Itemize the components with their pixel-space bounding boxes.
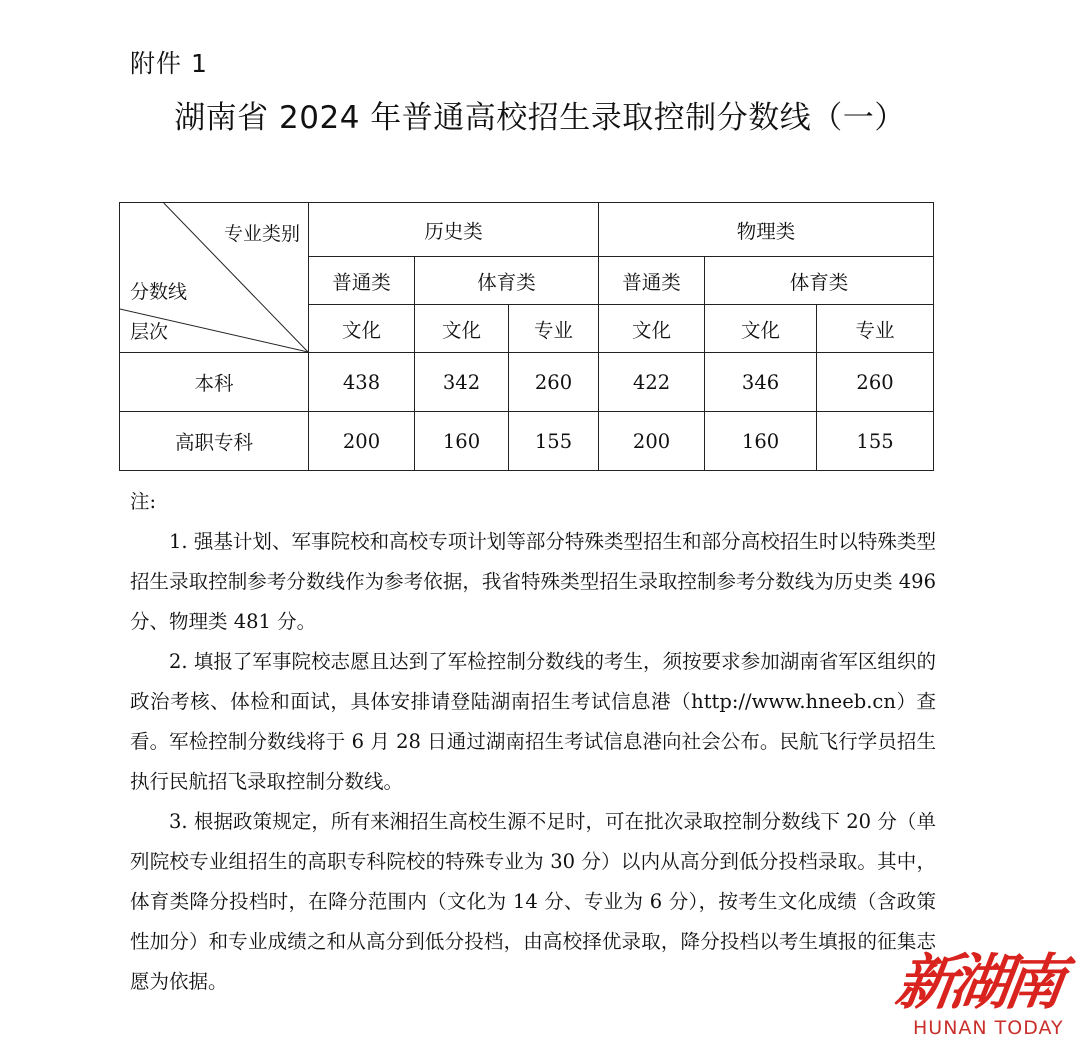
corner-label-level: 层次 [130, 321, 169, 343]
score-cell: 160 [415, 412, 509, 471]
score-cell: 155 [509, 412, 599, 471]
category-header-history: 历史类 [309, 203, 599, 257]
corner-label-category: 专业类别 [224, 223, 301, 245]
score-cell: 260 [817, 353, 934, 412]
note-item-3: 3. 根据政策规定，所有来湘招生高校生源不足时，可在批次录取控制分数线下 20 分（单列院校专业组招生的高职专科院校的特殊专业为 30 分）以内从高分到低分投档录取。其中，体育类降分投档时，在降分范围内（文化为 14 分、专业为 6 分），按考生文化成绩（含政策性加分）和专业成绩之和从高分到低分投档，由高校择优录取，降分投档以考生填报的征集志愿为依据。 [130, 810, 936, 993]
subject-header: 专业 [509, 305, 599, 353]
watermark-logo-text: 新湖南 [891, 948, 1064, 1018]
note-item-1: 1. 强基计划、军事院校和高校专项计划等部分特殊类型招生和部分高校招生时以特殊类型招生录取控制参考分数线作为参考依据，我省特殊类型招生录取控制参考分数线为历史类 496 分、物理类 481 分。 [130, 530, 936, 633]
row-level-label: 本科 [120, 353, 309, 412]
subject-header: 文化 [309, 305, 415, 353]
score-cell: 422 [599, 353, 705, 412]
subject-header: 文化 [599, 305, 705, 353]
page-title: 湖南省 2024 年普通高校招生录取控制分数线（一） [174, 100, 906, 136]
subcategory-header: 体育类 [705, 257, 934, 305]
score-cell: 160 [705, 412, 817, 471]
note-item-2: 2. 填报了军事院校志愿且达到了军检控制分数线的考生，须按要求参加湖南省军区组织的政治考核、体检和面试，具体安排请登陆湖南招生考试信息港（http://www.hneeb.cn）查看。军检控制分数线将于 6 月 28 日通过湖南招生考试信息港向社会公布。民航飞行学员招生执行民航招飞录取控制分数线。 [130, 650, 936, 793]
score-table [119, 202, 934, 471]
notes-section [130, 482, 936, 1002]
attachment-label: 附件 1 [130, 49, 208, 78]
table-row [120, 412, 934, 471]
score-cell: 260 [509, 353, 599, 412]
score-cell: 346 [705, 353, 817, 412]
corner-header-cell [120, 203, 309, 353]
score-cell: 155 [817, 412, 934, 471]
subcategory-header: 体育类 [415, 257, 599, 305]
subject-header: 文化 [415, 305, 509, 353]
watermark-logo [891, 935, 1065, 1045]
subcategory-header: 普通类 [599, 257, 705, 305]
category-header-physics: 物理类 [599, 203, 934, 257]
row-level-label: 高职专科 [120, 412, 309, 471]
notes-heading: 注: [130, 490, 157, 513]
corner-label-score: 分数线 [130, 281, 188, 303]
score-cell: 200 [599, 412, 705, 471]
table-row [120, 353, 934, 412]
score-cell: 200 [309, 412, 415, 471]
score-cell: 438 [309, 353, 415, 412]
subject-header: 文化 [705, 305, 817, 353]
score-cell: 342 [415, 353, 509, 412]
watermark-subtitle: HUNAN TODAY [913, 1017, 1064, 1039]
subject-header: 专业 [817, 305, 934, 353]
subcategory-header: 普通类 [309, 257, 415, 305]
